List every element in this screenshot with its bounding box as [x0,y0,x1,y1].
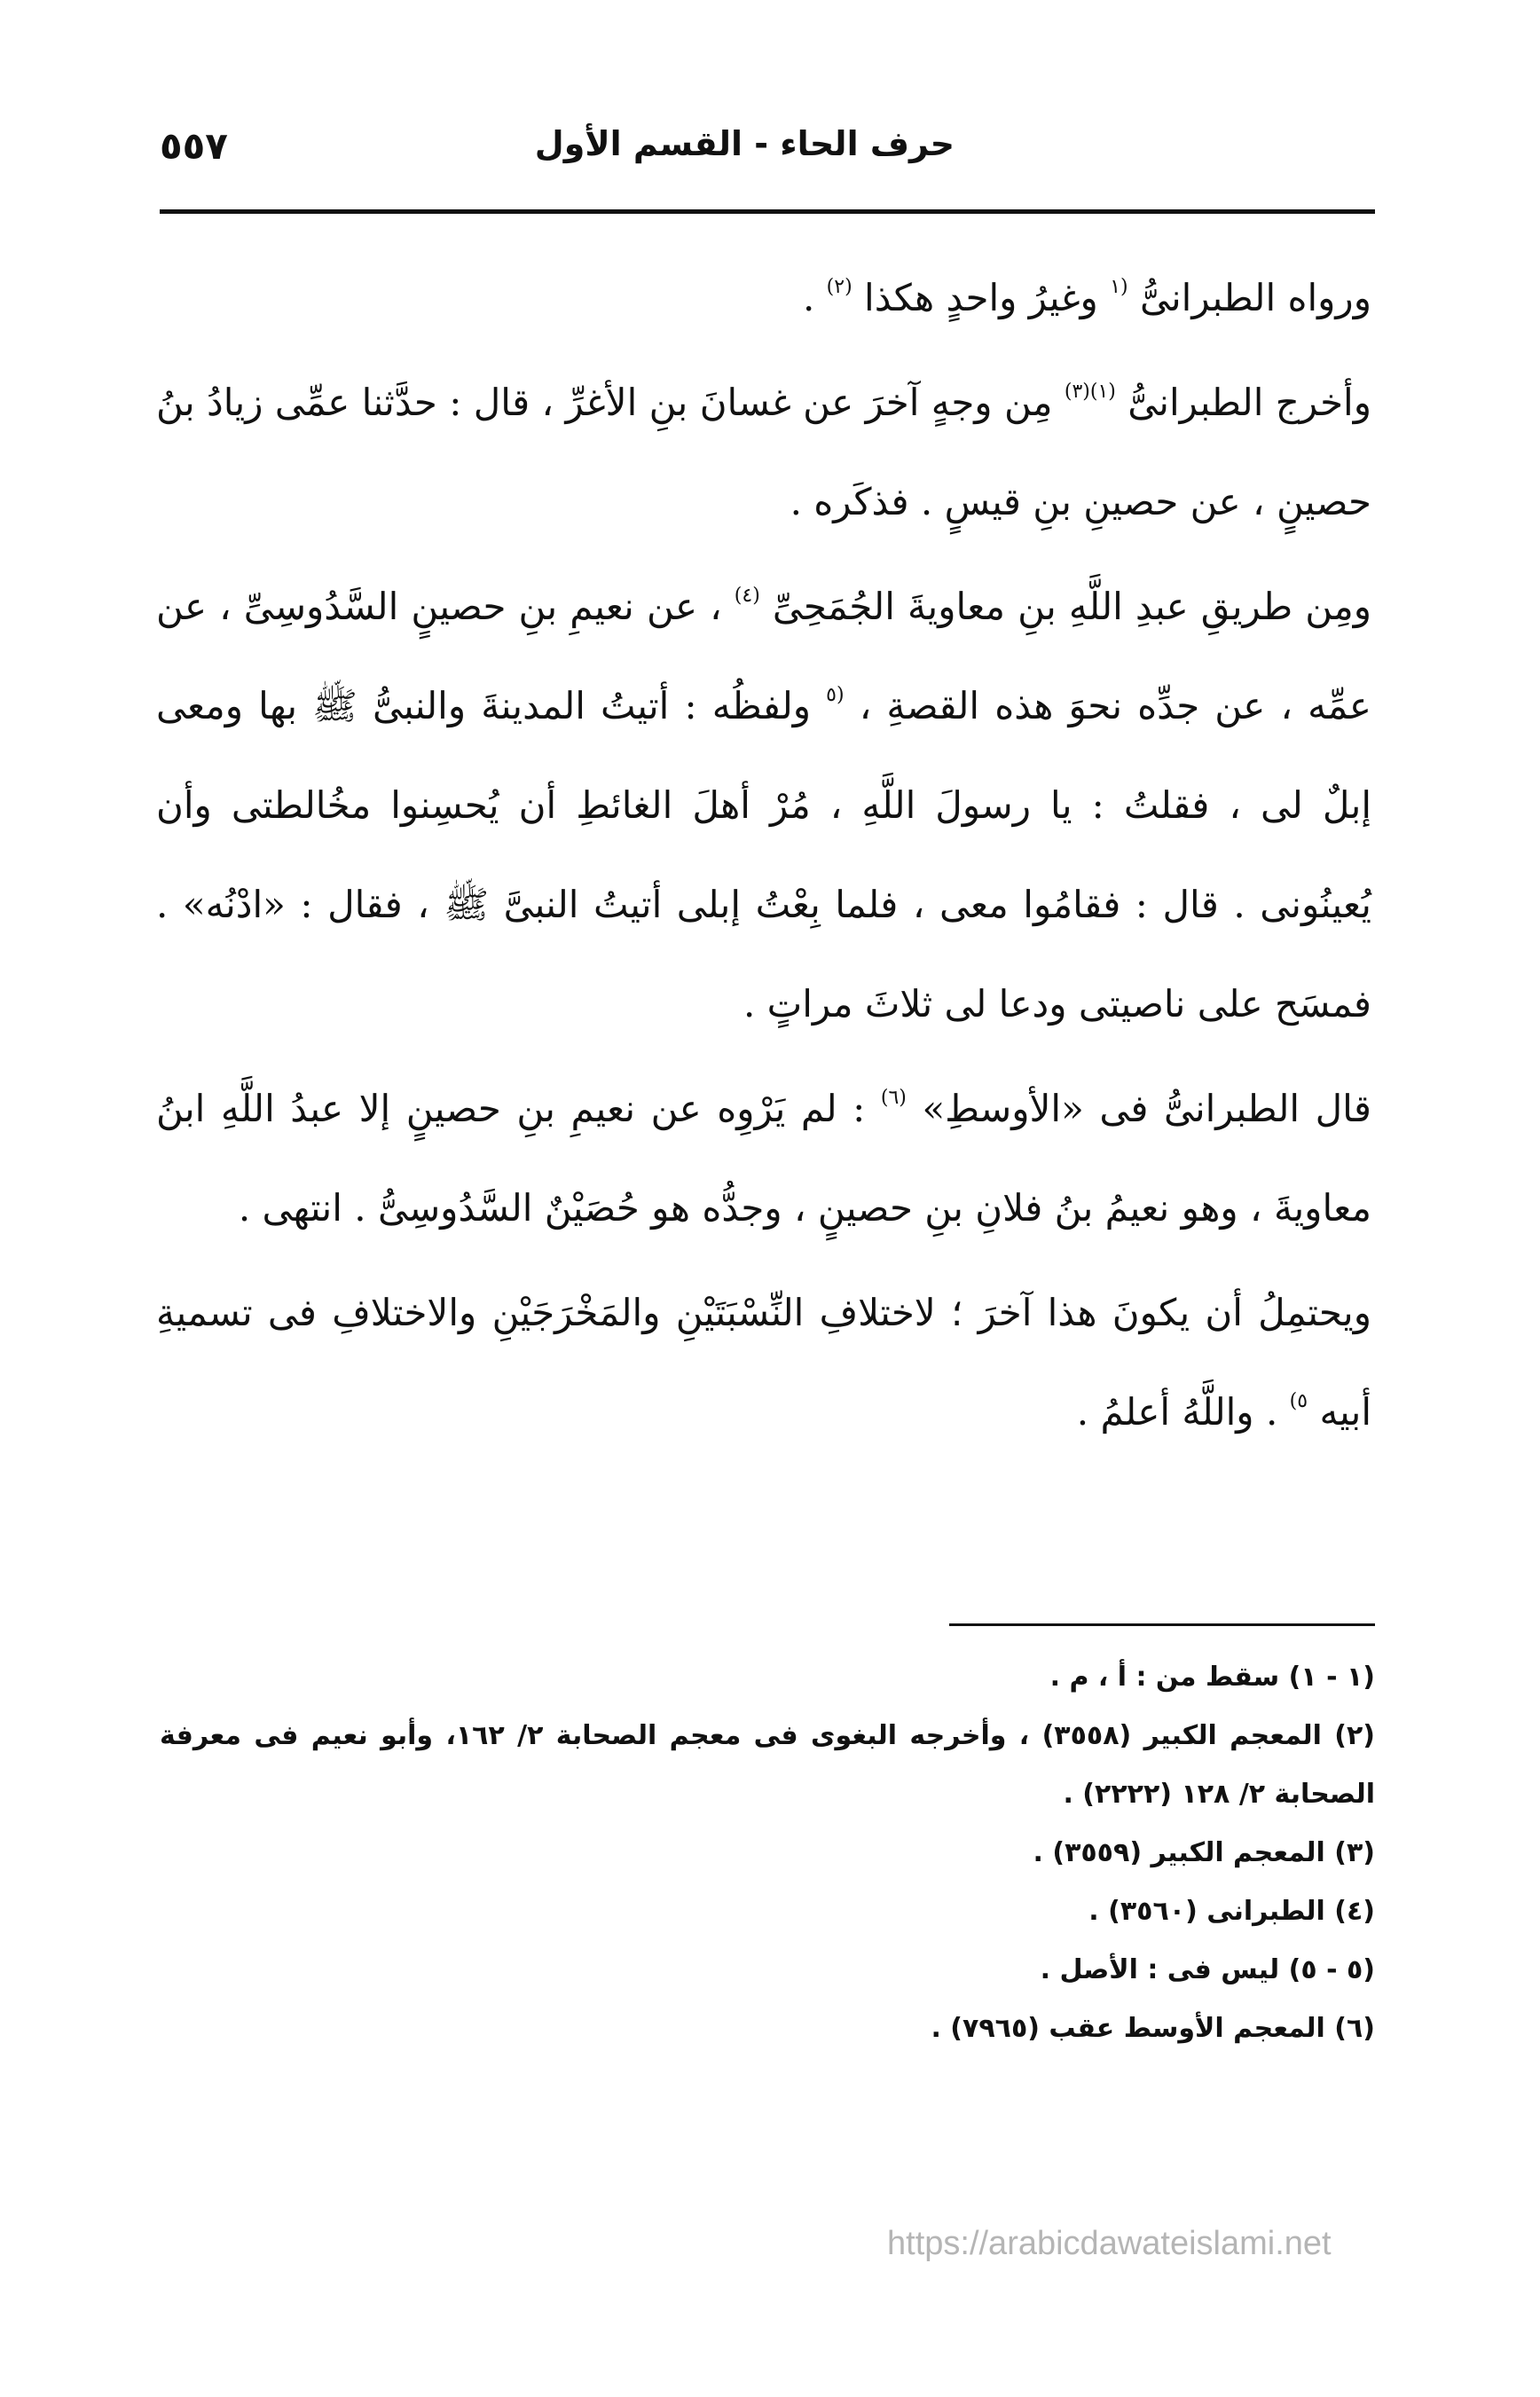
footnote: (٣) المعجم الكبير (٣٥٥٩) . [1033,1837,1375,1868]
paragraph-1 [156,248,1371,348]
text-run: ولفظُه : أتيتُ المدينةَ والنبىُّ ﷺ بها ومعى إبلٌ لى ، فقلتُ : يا رسولَ اللَّهِ ، مُرْ أهلَ الغائطِ أن يُحسِنوا مخُالطتى وأن يُعينُونى . قال : فقامُوا معى ، فلما بِعْتُ إبلى أتيتُ النبىَّ ﷺ ، فقال : «ادْنُه» . فمسَح على ناصيتى ودعا لى ثلاثَ مراتٍ . [156,684,1371,1026]
text-run: مِن وجهٍ آخرَ عن غسانَ بنِ الأغرِّ ، قال : حدَّثنا عمِّى زيادُ بنُ حصينٍ ، عن حصينِ بنِ قيسٍ . فذكَره . [156,381,1371,523]
text-run: ويحتمِلُ أن يكونَ هذا آخرَ ؛ لاختلافِ النِّسْبَتَيْنِ والمَخْرَجَيْنِ والاختلافِ فى تسميةِ أبيه [156,1291,1371,1434]
text-run: . واللَّهُ أعلمُ . [1076,1390,1278,1434]
footnote-marker: (٤) [734,585,760,607]
footnote: (٦) المعجم الأوسط عقب (٧٩٦٥) . [931,2013,1375,2044]
footnote-marker: (٦) [880,1087,907,1109]
watermark-url: https://arabicdawateislami.net [887,2225,1332,2262]
footnote-marker: (٢) [826,276,852,298]
footnote: (٥ - ٥) ليس فى : الأصل . [1040,1954,1375,1985]
running-title: حرف الحاء - القسم الأول [534,124,955,163]
text-run: ورواه الطبرانىُّ [1139,276,1371,319]
footnote: (٢) المعجم الكبير (٣٥٥٨) ، وأخرجه البغوى فى معجم الصحابة ٢/ ١٦٢، وأبو نعيم فى معرفة الصحابة ٢/ ١٢٨ (٢٢٢٢) . [160,1720,1375,1810]
text-run: وغيرُ واحدٍ هكذا [864,276,1098,319]
page-number: ٥٥٧ [160,124,228,168]
text-run: وأخرج الطبرانىُّ [1128,381,1371,424]
footnote: (٤) الطبرانى (٣٥٦٠) . [1088,1896,1375,1927]
footnote-marker: (١ [1110,276,1128,298]
text-run: . [802,276,815,319]
footnote-marker: (٥ [826,684,845,706]
footnote-marker: ٥) [1289,1390,1308,1412]
paragraph-2 [156,353,1371,552]
footnote-marker: (١)(٣) [1064,381,1116,403]
paragraph-4 [156,1059,1371,1258]
main-text [156,248,1371,1467]
paragraph-5 [156,1263,1371,1462]
footnotes [160,1648,1375,2058]
text-run: : لم يَرْوِه عن نعيمِ بنِ حصينٍ إلا عبدُ اللَّهِ ابنُ معاويةَ ، وهو نعيمُ بنُ فلانِ بنِ حصينٍ ، وجدُّه هو حُصَيْنٌ السَّدُوسِىُّ . انتهى . [156,1087,1371,1230]
text-run: ومِن طريقِ عبدِ اللَّهِ بنِ معاويةَ الجُمَحِىِّ [772,585,1371,628]
paragraph-3 [156,557,1371,1054]
footnote: (١ - ١) سقط من : أ ، م . [1049,1662,1375,1693]
footnote-separator [949,1623,1375,1626]
header-rule [160,209,1375,214]
running-header [160,124,1380,186]
text-run: ، عن نعيمِ بنِ حصينٍ السَّدُوسِىِّ ، عن عمِّه ، عن جدِّه نحوَ هذه القصةِ ، [156,585,1371,727]
text-run: قال الطبرانىُّ فى «الأوسطِ» [922,1087,1372,1130]
